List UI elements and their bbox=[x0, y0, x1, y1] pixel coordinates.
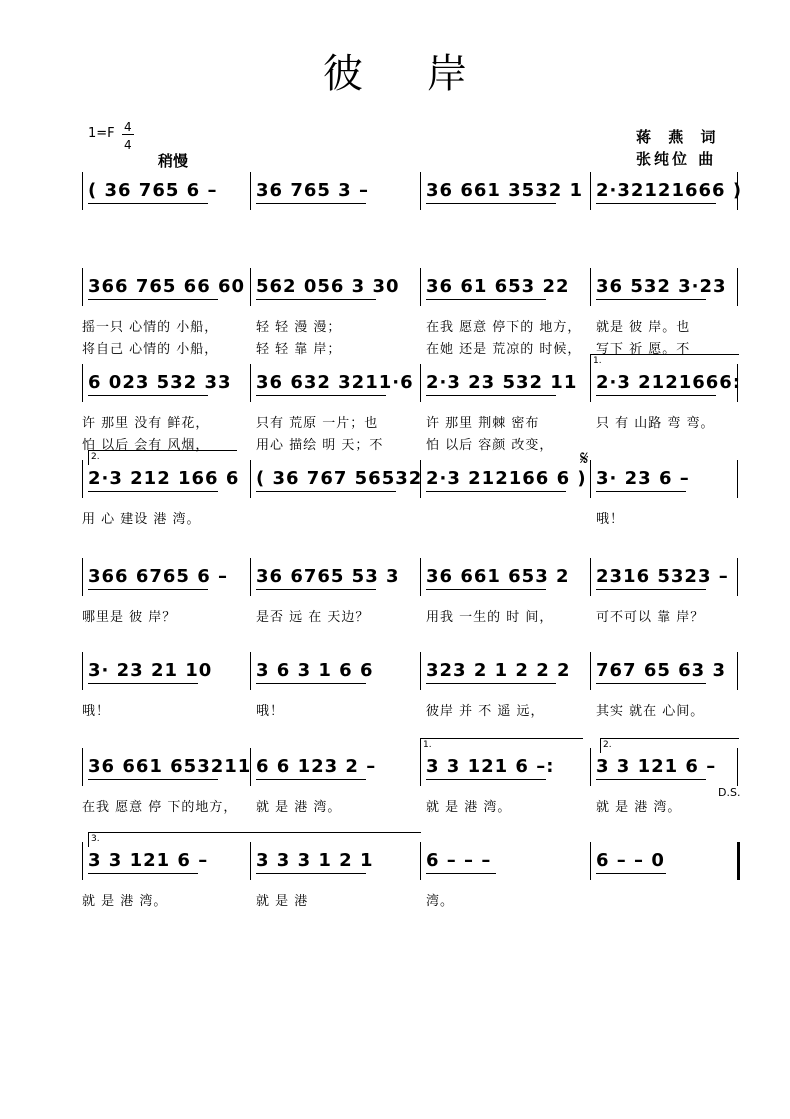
measure: 36 661 653211 bbox=[88, 756, 252, 777]
beam-underline bbox=[256, 589, 376, 590]
bar-line bbox=[82, 842, 83, 880]
volta-1-second: 1. bbox=[420, 738, 583, 753]
lyric-segment: 就 是 港 湾。 bbox=[596, 800, 682, 815]
time-rule bbox=[122, 134, 134, 135]
lyric-segment: 将自己 心情的 小船， bbox=[82, 342, 219, 357]
lyric-segment: 许 那里 没有 鲜花， bbox=[82, 416, 210, 431]
bar-line bbox=[737, 558, 738, 596]
bar-line bbox=[590, 364, 591, 402]
measure: 767 65 63 3 bbox=[596, 660, 726, 681]
measure: 2·3 212166 6 ) bbox=[426, 468, 587, 489]
measure: 562 056 3 30 bbox=[256, 276, 400, 297]
lyric-segment: 哪里是 彼 岸？ bbox=[82, 610, 177, 625]
lyric-segment: 可不可以 靠 岸？ bbox=[596, 610, 705, 625]
bar-line bbox=[737, 748, 738, 786]
measure: 36 61 653 22 bbox=[426, 276, 570, 297]
time-top: 4 bbox=[124, 120, 132, 134]
time-bottom: 4 bbox=[124, 138, 132, 152]
bar-line bbox=[420, 652, 421, 690]
bar-line bbox=[250, 364, 251, 402]
lyric-segment: 就 是 港 湾。 bbox=[82, 894, 168, 909]
bar-line bbox=[250, 652, 251, 690]
lyric-segment: 用心 描绘 明 天；不 bbox=[256, 438, 384, 453]
measure: 6 023 532 33 bbox=[88, 372, 232, 393]
bar-line bbox=[737, 652, 738, 690]
ds-mark: D.S. bbox=[718, 786, 741, 799]
bar-line bbox=[737, 268, 738, 306]
beam-underline bbox=[88, 683, 198, 684]
lyric-segment: 彼岸 并 不 遥 远， bbox=[426, 704, 545, 719]
beam-underline bbox=[426, 589, 546, 590]
beam-underline bbox=[426, 491, 566, 492]
beam-underline bbox=[88, 299, 218, 300]
lyric-segment: 就是 彼 岸。也 bbox=[596, 320, 691, 335]
beam-underline bbox=[426, 395, 556, 396]
lyric-segment: 哦！ bbox=[596, 512, 625, 527]
tempo-marking: 稍慢 bbox=[158, 152, 189, 170]
bar-line bbox=[82, 460, 83, 498]
bar-line bbox=[737, 460, 738, 498]
bar-line bbox=[420, 364, 421, 402]
measure: 323 2 1 2 2 2 bbox=[426, 660, 571, 681]
notation-row-2 bbox=[82, 272, 742, 302]
beam-underline bbox=[88, 395, 208, 396]
bar-line bbox=[250, 172, 251, 210]
bar-line bbox=[82, 748, 83, 786]
bar-line bbox=[420, 842, 421, 880]
measure: 2·3 2121666: bbox=[596, 372, 742, 393]
measure: 6 6 123 2 – bbox=[256, 756, 377, 777]
notation-row-7 bbox=[82, 752, 742, 782]
notation-row-8 bbox=[82, 846, 742, 876]
notation-row-3 bbox=[82, 368, 742, 398]
key-label: 1=F bbox=[88, 126, 115, 141]
lyric-segment: 湾。 bbox=[426, 894, 455, 909]
lyric-segment: 在她 还是 荒凉的 时候， bbox=[426, 342, 582, 357]
measure: 366 6765 6 – bbox=[88, 566, 228, 587]
lyric-segment: 就 是 港 湾。 bbox=[426, 800, 512, 815]
bar-line bbox=[590, 842, 591, 880]
bar-line bbox=[590, 652, 591, 690]
lyric-segment: 怕 以后 会有 风烟， bbox=[82, 438, 210, 453]
measure: 6 – – 0 bbox=[596, 850, 665, 871]
volta-2-second: 2. bbox=[600, 738, 739, 753]
beam-underline bbox=[596, 683, 706, 684]
lyric-segment: 是否 远 在 天边？ bbox=[256, 610, 370, 625]
beam-underline bbox=[256, 873, 366, 874]
beam-underline bbox=[596, 395, 716, 396]
bar-line bbox=[250, 558, 251, 596]
lyric-segment: 轻 轻 靠 岸； bbox=[256, 342, 342, 357]
composer-credit: 张纯位 曲 bbox=[636, 150, 717, 168]
beam-underline bbox=[596, 299, 706, 300]
lyric-segment: 轻 轻 漫 漫； bbox=[256, 320, 342, 335]
beam-underline bbox=[426, 203, 556, 204]
bar-line bbox=[590, 268, 591, 306]
lyric-segment: 只有 荒原 一片；也 bbox=[256, 416, 379, 431]
lyric-segment: 写下 祈 愿。不 bbox=[596, 342, 691, 357]
lyric-segment: 就 是 港 bbox=[256, 894, 309, 909]
lyric-segment: 其实 就在 心间。 bbox=[596, 704, 705, 719]
beam-underline bbox=[426, 779, 546, 780]
lyric-segment: 哦！ bbox=[82, 704, 111, 719]
bar-line bbox=[420, 268, 421, 306]
notation-row-6 bbox=[82, 656, 742, 686]
notation-row-1 bbox=[82, 176, 742, 206]
measure: 3 3 121 6 – bbox=[88, 850, 209, 871]
beam-underline bbox=[596, 589, 706, 590]
measure: 36 632 3211·6 bbox=[256, 372, 414, 393]
measure: 36 661 653 2 bbox=[426, 566, 570, 587]
measure: 3 6 3 1 6 6 bbox=[256, 660, 374, 681]
beam-underline bbox=[88, 203, 208, 204]
measure: 6 – – – bbox=[426, 850, 492, 871]
volta-1-first: 1. bbox=[590, 354, 739, 369]
bar-line bbox=[737, 842, 740, 880]
bar-line bbox=[590, 460, 591, 498]
key-signature bbox=[88, 126, 115, 141]
measure: 36 765 3 – bbox=[256, 180, 369, 201]
measure: 2·3 212 166 6 bbox=[88, 468, 240, 489]
notation-row-5 bbox=[82, 562, 742, 592]
bar-line bbox=[590, 558, 591, 596]
lyric-segment: 只 有 山路 弯 弯。 bbox=[596, 416, 715, 431]
measure: 2·3 23 532 11 bbox=[426, 372, 578, 393]
lyric-segment: 就 是 港 湾。 bbox=[256, 800, 342, 815]
lyric-segment: 怕 以后 容颜 改变， bbox=[426, 438, 554, 453]
notation-row-4 bbox=[82, 464, 742, 494]
beam-underline bbox=[256, 203, 366, 204]
lyric-segment: 哦！ bbox=[256, 704, 285, 719]
measure: 3 3 121 6 – bbox=[596, 756, 717, 777]
bar-line bbox=[590, 172, 591, 210]
bar-line bbox=[82, 268, 83, 306]
bar-line bbox=[420, 558, 421, 596]
beam-underline bbox=[596, 873, 666, 874]
lyric-segment: 摇一只 心情的 小船， bbox=[82, 320, 219, 335]
bar-line bbox=[420, 748, 421, 786]
lyric-segment: 许 那里 荆棘 密布 bbox=[426, 416, 540, 431]
bar-line bbox=[250, 268, 251, 306]
beam-underline bbox=[256, 683, 366, 684]
bar-line bbox=[250, 842, 251, 880]
volta-2-first: 2. bbox=[88, 450, 237, 465]
measure: 3 3 3 1 2 1 bbox=[256, 850, 374, 871]
lyric-segment: 在我 愿意 停 下的地方， bbox=[82, 800, 238, 815]
measure: 36 532 3·23 bbox=[596, 276, 727, 297]
beam-underline bbox=[88, 589, 208, 590]
measure: 3· 23 21 10 bbox=[88, 660, 213, 681]
measure: 3 3 121 6 –: bbox=[426, 756, 555, 777]
volta-3: 3. bbox=[88, 832, 421, 847]
beam-underline bbox=[88, 873, 198, 874]
measure: ( 36 767 56532 bbox=[256, 468, 423, 489]
measure: 36 6765 53 3 bbox=[256, 566, 400, 587]
bar-line bbox=[250, 460, 251, 498]
beam-underline bbox=[596, 491, 686, 492]
bar-line bbox=[590, 748, 591, 786]
bar-line bbox=[420, 172, 421, 210]
bar-line bbox=[82, 558, 83, 596]
measure: 36 661 3532 1 bbox=[426, 180, 584, 201]
lyric-segment: 用 心 建设 港 湾。 bbox=[82, 512, 201, 527]
bar-line bbox=[82, 172, 83, 210]
measure: 2316 5323 – bbox=[596, 566, 729, 587]
beam-underline bbox=[596, 203, 716, 204]
beam-underline bbox=[88, 491, 218, 492]
measure: ( 36 765 6 – bbox=[88, 180, 218, 201]
bar-line bbox=[82, 652, 83, 690]
beam-underline bbox=[426, 873, 496, 874]
beam-underline bbox=[426, 299, 546, 300]
measure: 3· 23 6 – bbox=[596, 468, 690, 489]
beam-underline bbox=[256, 299, 376, 300]
beam-underline bbox=[88, 779, 218, 780]
beam-underline bbox=[426, 683, 556, 684]
beam-underline bbox=[256, 491, 396, 492]
measure: 366 765 66 60 bbox=[88, 276, 246, 297]
lyric-segment: 在我 愿意 停下的 地方， bbox=[426, 320, 582, 335]
lyric-segment: 用我 一生的 时 间， bbox=[426, 610, 554, 625]
lyricist-credit: 蒋 燕 词 bbox=[636, 128, 722, 146]
segno-mark: 𝄋 bbox=[580, 446, 589, 470]
beam-underline bbox=[256, 395, 386, 396]
measure: 2·32121666 ) bbox=[596, 180, 743, 201]
beam-underline bbox=[596, 779, 706, 780]
song-title: 彼岸 bbox=[323, 51, 531, 97]
beam-underline bbox=[256, 779, 366, 780]
bar-line bbox=[82, 364, 83, 402]
